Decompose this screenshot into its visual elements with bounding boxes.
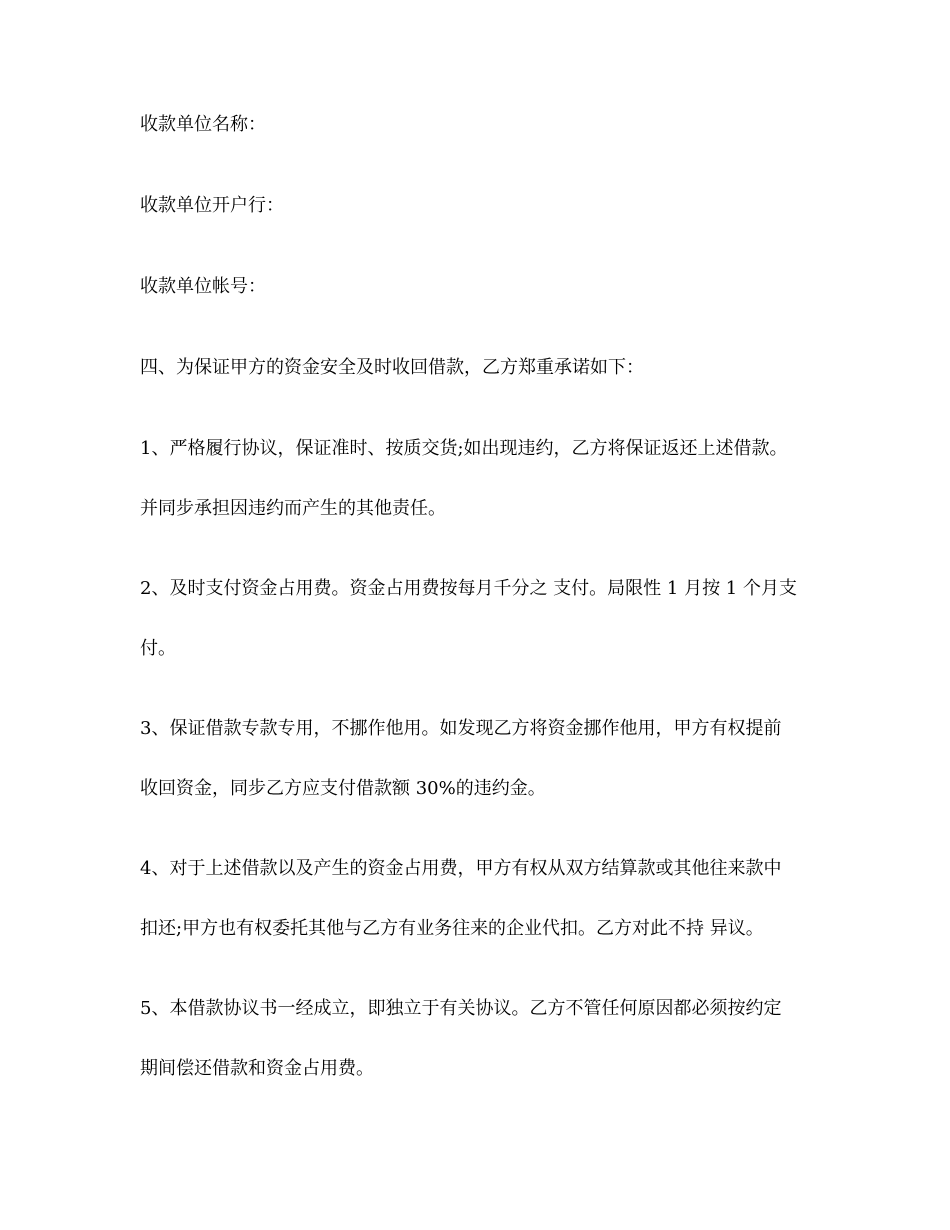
clause-3-line-2: 收回资金，同步乙方应支付借款额 30%的违约金。: [140, 778, 546, 799]
payee-account-line: 收款单位帐号：: [140, 276, 266, 297]
clause-1-line-2: 并同步承担因违约而产生的其他责任。: [140, 498, 446, 519]
section-four-heading: 四、为保证甲方的资金安全及时收回借款，乙方郑重承诺如下：: [140, 357, 644, 378]
clause-4-line-1: 4、对于上述借款以及产生的资金占用费，甲方有权从双方结算款或其他往来款中: [140, 858, 782, 879]
clause-2-line-2: 付。: [140, 638, 176, 659]
payee-name-line: 收款单位名称：: [140, 114, 266, 135]
payee-bank-line: 收款单位开户行：: [140, 195, 284, 216]
clause-5-line-2: 期间偿还借款和资金占用费。: [140, 1058, 374, 1079]
clause-5-line-1: 5、本借款协议书一经成立，即独立于有关协议。乙方不管任何原因都必须按约定: [140, 998, 782, 1019]
clause-1-line-1: 1、严格履行协议，保证准时、按质交货;如出现违约，乙方将保证返还上述借款。: [140, 438, 788, 459]
clause-4-line-2: 扣还;甲方也有权委托其他与乙方有业务往来的企业代扣。乙方对此不持 异议。: [140, 918, 764, 939]
clause-2-line-1: 2、及时支付资金占用费。资金占用费按每月千分之 支付。局限性 1 月按 1 个月支: [140, 578, 797, 599]
clause-3-line-1: 3、保证借款专款专用，不挪作他用。如发现乙方将资金挪作他用，甲方有权提前: [140, 718, 782, 739]
